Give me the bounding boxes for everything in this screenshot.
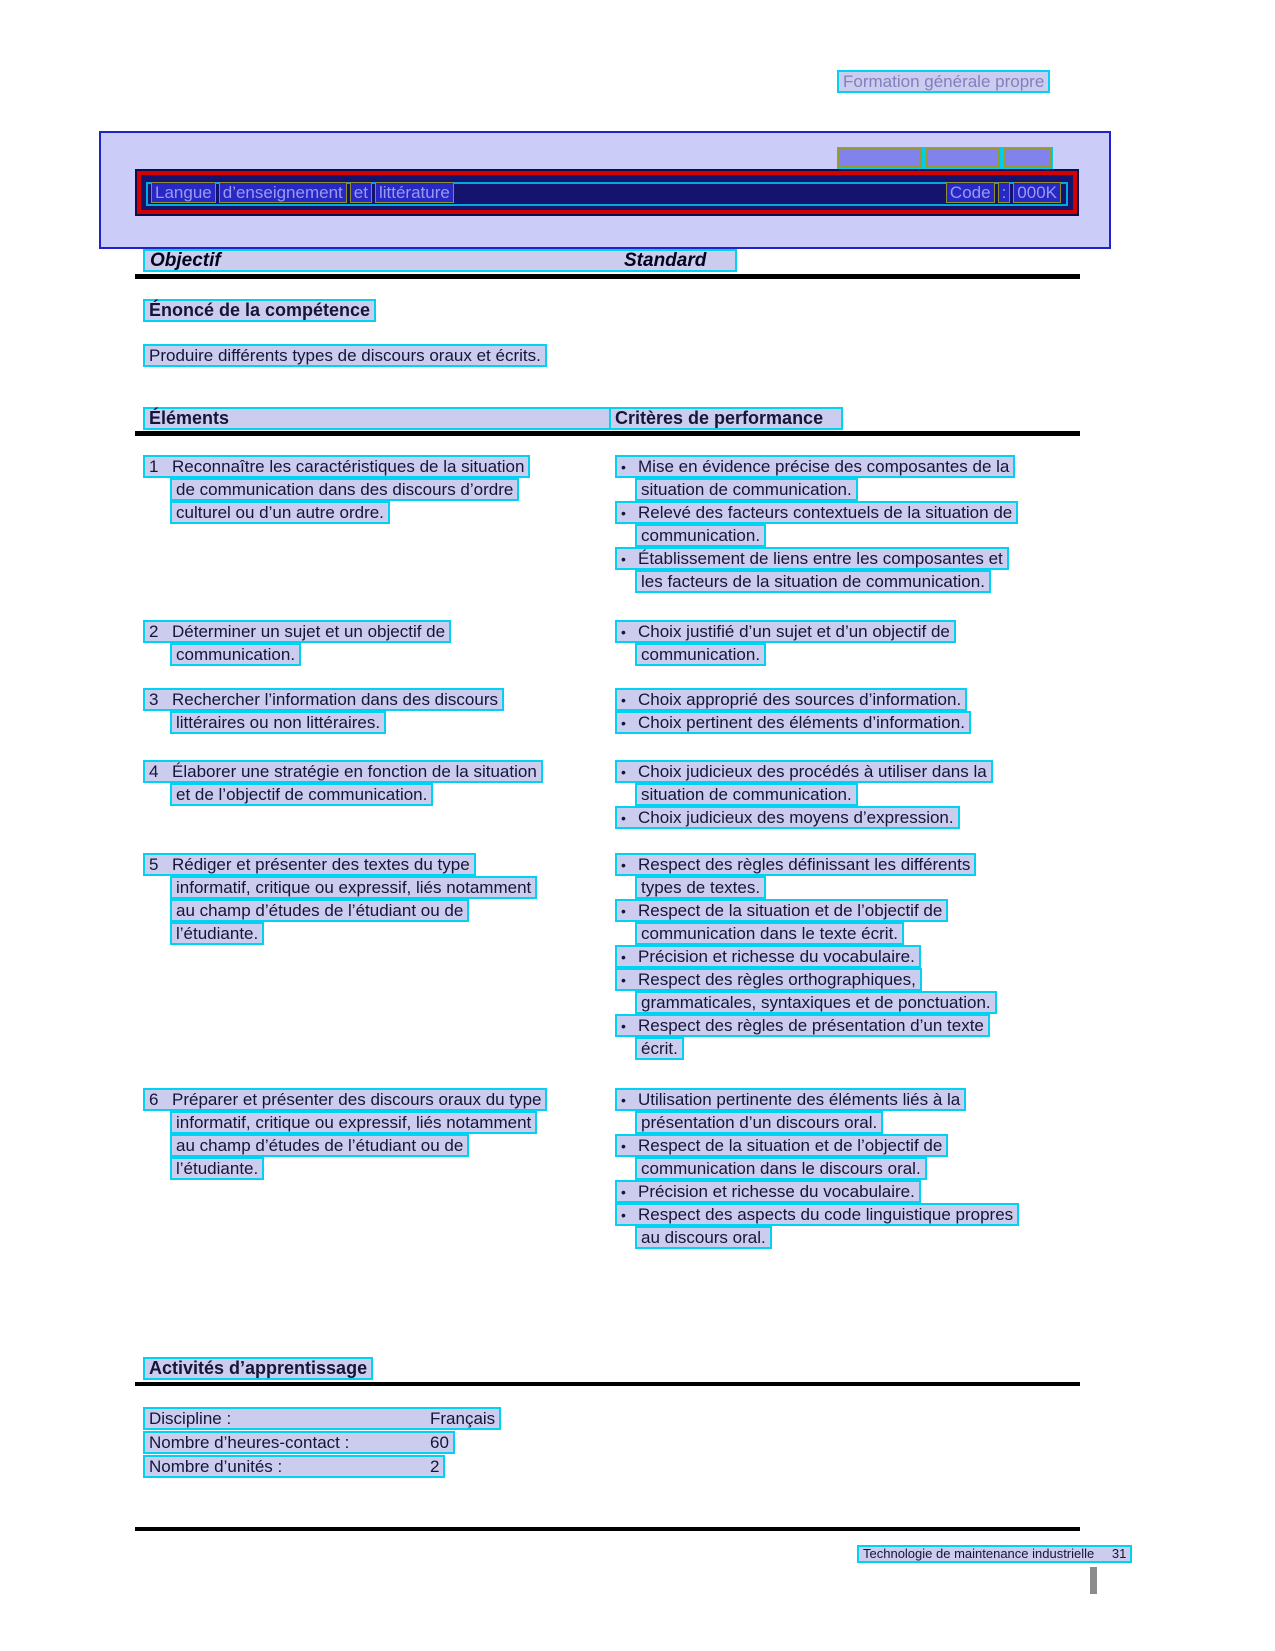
text-line-row	[143, 688, 615, 711]
field-box	[143, 1407, 501, 1430]
criterion-text: grammaticales, syntaxiques et de ponctuation.	[641, 993, 991, 1012]
criterion-text: Choix judicieux des procédés à utiliser dans la	[638, 762, 987, 781]
bullet-icon: •	[621, 857, 626, 873]
text-line-row	[615, 899, 1083, 922]
element-text: Préparer et présenter des discours oraux du type	[172, 1090, 542, 1109]
element-text: et de l’objectif de communication.	[176, 785, 428, 804]
criterion-text: communication.	[641, 645, 761, 664]
element-text: informatif, critique ou expressif, liés notamment	[176, 878, 532, 897]
text-line-row	[615, 1180, 1083, 1203]
objectif-heading: Objectif	[150, 250, 221, 271]
element-text: au champ d’études de l’étudiant ou de	[176, 901, 464, 920]
item-number: 2	[149, 622, 159, 641]
element-text: informatif, critique ou expressif, liés notamment	[176, 1113, 532, 1132]
text-line-row	[615, 1226, 1083, 1249]
header-mini-field	[926, 148, 1000, 168]
activity-fields	[143, 1407, 501, 1479]
criterion-text: communication.	[641, 526, 761, 545]
element-line	[143, 1088, 547, 1111]
criterion-line	[615, 1014, 990, 1037]
item-number: 3	[149, 690, 159, 709]
bullet-icon: •	[621, 551, 626, 567]
item-number: 5	[149, 855, 159, 874]
criteria-cell	[615, 688, 1083, 734]
text-line-row	[143, 1111, 615, 1134]
text-line-row	[143, 1157, 615, 1180]
criterion-text: Choix approprié des sources d’information.	[638, 690, 962, 709]
text-line-row	[143, 501, 615, 524]
element-cell	[143, 688, 615, 734]
criteres-column-header: Critères de performance	[609, 407, 843, 430]
text-line-row	[615, 547, 1083, 570]
element-line	[170, 711, 386, 734]
item-number: 6	[149, 1090, 159, 1109]
field-label: Nombre d’heures-contact :	[149, 1433, 350, 1452]
code-word: 000K	[1013, 182, 1061, 203]
title-word: littérature	[375, 182, 454, 203]
text-line-row	[143, 711, 615, 734]
course-title-bar	[137, 171, 1077, 214]
criteria-cell	[615, 1088, 1083, 1249]
criterion-text: Choix justifié d’un sujet et d’un objectif de	[638, 622, 950, 641]
text-line-row	[143, 620, 615, 643]
bullet-icon: •	[621, 459, 626, 475]
competency-item	[143, 853, 1083, 1060]
criterion-line	[615, 899, 948, 922]
criterion-line	[635, 922, 904, 945]
criterion-text: Précision et richesse du vocabulaire.	[638, 1182, 915, 1201]
criterion-line	[615, 1088, 966, 1111]
element-line	[143, 760, 543, 783]
bullet-icon: •	[621, 1207, 626, 1223]
element-text: l’étudiante.	[176, 1159, 259, 1178]
criterion-line	[615, 620, 956, 643]
text-line-row	[143, 783, 615, 806]
field-label: Nombre d’unités :	[149, 1457, 283, 1476]
criterion-line	[615, 455, 1015, 478]
element-text: Déterminer un sujet et un objectif de	[172, 622, 446, 641]
element-text: Reconnaître les caractéristiques de la situation	[172, 457, 525, 476]
divider-rule	[135, 431, 1080, 436]
item-number: 1	[149, 457, 159, 476]
title-word: d’enseignement	[219, 182, 347, 203]
text-line-row	[615, 760, 1083, 783]
element-line	[170, 478, 519, 501]
element-line	[170, 922, 264, 945]
watermark: Formation générale propre	[837, 70, 1050, 93]
bullet-icon: •	[621, 764, 626, 780]
header-mini-field	[838, 148, 922, 168]
standard-heading: Standard	[624, 250, 707, 271]
footer-rule	[135, 1527, 1080, 1531]
element-line	[170, 899, 469, 922]
text-line-row	[615, 968, 1083, 991]
criterion-line	[635, 991, 997, 1014]
text-line-row	[615, 643, 1083, 666]
text-line-row	[615, 922, 1083, 945]
competence-heading: Énoncé de la compétence	[143, 299, 376, 322]
criterion-line	[635, 1157, 927, 1180]
element-text: communication.	[176, 645, 296, 664]
criterion-text: Établissement de liens entre les composantes et	[638, 549, 1003, 568]
criterion-text: types de textes.	[641, 878, 761, 897]
competence-statement: Produire différents types de discours oraux et écrits.	[143, 344, 547, 367]
criterion-line	[635, 1226, 772, 1249]
activity-field	[143, 1431, 501, 1454]
bullet-icon: •	[621, 810, 626, 826]
bullet-icon: •	[621, 505, 626, 521]
criterion-text: Relevé des facteurs contextuels de la situation de	[638, 503, 1013, 522]
element-line	[170, 1134, 469, 1157]
elements-column-header: Éléments	[143, 407, 611, 430]
criterion-line	[635, 570, 991, 593]
title-word: et	[350, 182, 372, 203]
criterion-line	[615, 760, 993, 783]
bullet-icon: •	[621, 949, 626, 965]
criterion-text: Précision et richesse du vocabulaire.	[638, 947, 915, 966]
criterion-text: les facteurs de la situation de communication.	[641, 572, 985, 591]
criterion-line	[635, 643, 766, 666]
bullet-icon: •	[621, 692, 626, 708]
text-line-row	[615, 1134, 1083, 1157]
activity-field	[143, 1407, 501, 1430]
element-text: de communication dans des discours d’ordre	[176, 480, 514, 499]
divider-rule	[135, 1382, 1080, 1386]
criterion-line	[615, 1134, 948, 1157]
footer-page-number: 31	[1111, 1546, 1127, 1561]
element-cell	[143, 1088, 615, 1249]
field-value: 60	[430, 1433, 449, 1452]
text-line-row	[615, 1037, 1083, 1060]
activity-field	[143, 1455, 501, 1478]
criterion-text: situation de communication.	[641, 785, 852, 804]
criterion-line	[615, 1180, 921, 1203]
criterion-line	[615, 547, 1009, 570]
course-code	[946, 175, 1061, 210]
element-text: au champ d’études de l’étudiant ou de	[176, 1136, 464, 1155]
text-line-row	[143, 853, 615, 876]
criterion-text: au discours oral.	[641, 1228, 766, 1247]
element-line	[143, 455, 530, 478]
criterion-text: Choix pertinent des éléments d’information.	[638, 713, 965, 732]
criterion-text: écrit.	[641, 1039, 678, 1058]
divider-rule	[135, 274, 1080, 279]
criterion-text: Mise en évidence précise des composantes de la	[638, 457, 1010, 476]
element-line	[170, 501, 390, 524]
bullet-icon: •	[621, 624, 626, 640]
text-line-row	[143, 455, 615, 478]
text-line-row	[615, 455, 1083, 478]
element-line	[170, 783, 433, 806]
criterion-line	[635, 1037, 684, 1060]
text-line-row	[615, 688, 1083, 711]
code-word: Code	[946, 182, 995, 203]
criterion-line	[615, 968, 922, 991]
element-line	[170, 876, 537, 899]
criteria-cell	[615, 853, 1083, 1060]
text-line-row	[615, 1157, 1083, 1180]
criteria-cell	[615, 620, 1083, 666]
field-box	[143, 1431, 455, 1454]
criterion-text: Respect de la situation et de l’objectif de	[638, 901, 943, 920]
criterion-text: présentation d’un discours oral.	[641, 1113, 878, 1132]
element-text: Rechercher l’information dans des discours	[172, 690, 498, 709]
criterion-text: Respect des aspects du code linguistique propres	[638, 1205, 1014, 1224]
criterion-line	[615, 1203, 1019, 1226]
text-line-row	[615, 853, 1083, 876]
element-text: l’étudiante.	[176, 924, 259, 943]
activities-heading: Activités d’apprentissage	[143, 1357, 373, 1380]
element-line	[143, 620, 451, 643]
text-line-row	[615, 876, 1083, 899]
bullet-icon: •	[621, 1092, 626, 1108]
text-line-row	[615, 501, 1083, 524]
text-line-row	[615, 524, 1083, 547]
text-line-row	[615, 783, 1083, 806]
text-line-row	[615, 1111, 1083, 1134]
criterion-line	[615, 501, 1018, 524]
competency-item	[143, 760, 1083, 829]
gray-marker-bar	[1090, 1567, 1097, 1594]
text-line-row	[615, 1203, 1083, 1226]
element-cell	[143, 455, 615, 593]
field-value: 2	[430, 1457, 440, 1476]
element-line	[170, 643, 301, 666]
field-value: Français	[430, 1409, 496, 1428]
criterion-line	[635, 1111, 883, 1134]
text-line-row	[615, 991, 1083, 1014]
text-line-row	[615, 1014, 1083, 1037]
bullet-icon: •	[621, 972, 626, 988]
text-line-row	[615, 711, 1083, 734]
criterion-text: communication dans le discours oral.	[641, 1159, 921, 1178]
criterion-line	[635, 876, 766, 899]
criterion-line	[615, 711, 971, 734]
element-cell	[143, 760, 615, 829]
element-text: Rédiger et présenter des textes du type	[172, 855, 470, 874]
element-line	[170, 1157, 264, 1180]
text-line-row	[143, 643, 615, 666]
objectif-standard-band	[143, 249, 737, 272]
text-line-row	[143, 1088, 615, 1111]
criterion-text: Respect de la situation et de l’objectif de	[638, 1136, 943, 1155]
text-line-row	[615, 478, 1083, 501]
text-line-row	[615, 570, 1083, 593]
element-cell	[143, 853, 615, 1060]
element-cell	[143, 620, 615, 666]
competency-item	[143, 688, 1083, 734]
course-title	[151, 175, 454, 210]
title-word: Langue	[151, 182, 216, 203]
criterion-line	[615, 853, 976, 876]
bullet-icon: •	[621, 1138, 626, 1154]
footer-program-name: Technologie de maintenance industrielle	[863, 1546, 1095, 1561]
competency-item	[143, 620, 1083, 666]
criterion-line	[635, 783, 858, 806]
criterion-text: Respect des règles définissant les différents	[638, 855, 971, 874]
competency-item	[143, 1088, 1083, 1249]
element-text: culturel ou d’un autre ordre.	[176, 503, 384, 522]
criterion-text: Utilisation pertinente des éléments liés à la	[638, 1090, 961, 1109]
text-line-row	[615, 806, 1083, 829]
element-line	[143, 853, 476, 876]
element-line	[143, 688, 504, 711]
text-line-row	[615, 945, 1083, 968]
table-header-band	[143, 407, 843, 430]
text-line-row	[143, 478, 615, 501]
criterion-line	[635, 524, 766, 547]
header-mini-field	[1004, 148, 1052, 168]
item-number: 4	[149, 762, 159, 781]
text-line-row	[143, 899, 615, 922]
bullet-icon: •	[621, 1018, 626, 1034]
field-box	[143, 1455, 445, 1478]
header-mini-fields	[837, 147, 1053, 169]
text-line-row	[615, 1088, 1083, 1111]
competency-items-table	[143, 455, 1083, 1249]
page-footer	[857, 1545, 1132, 1563]
element-text: Élaborer une stratégie en fonction de la situation	[172, 762, 537, 781]
criterion-text: Choix judicieux des moyens d’expression.	[638, 808, 954, 827]
criterion-line	[615, 945, 921, 968]
course-header-box	[99, 131, 1111, 249]
criterion-text: Respect des règles orthographiques,	[638, 970, 916, 989]
element-text: littéraires ou non littéraires.	[176, 713, 381, 732]
element-line	[170, 1111, 537, 1134]
text-line-row	[143, 1134, 615, 1157]
field-label: Discipline :	[149, 1409, 232, 1428]
criteria-cell	[615, 455, 1083, 593]
competency-item	[143, 455, 1083, 593]
text-line-row	[143, 876, 615, 899]
criterion-line	[615, 806, 960, 829]
criterion-text: situation de communication.	[641, 480, 852, 499]
bullet-icon: •	[621, 1184, 626, 1200]
text-line-row	[143, 760, 615, 783]
criterion-text: communication dans le texte écrit.	[641, 924, 899, 943]
bullet-icon: •	[621, 715, 626, 731]
criterion-line	[635, 478, 858, 501]
criterion-line	[615, 688, 967, 711]
code-word: :	[998, 182, 1011, 203]
text-line-row	[615, 620, 1083, 643]
bullet-icon: •	[621, 903, 626, 919]
criteria-cell	[615, 760, 1083, 829]
text-line-row	[143, 922, 615, 945]
criterion-text: Respect des règles de présentation d’un texte	[638, 1016, 984, 1035]
